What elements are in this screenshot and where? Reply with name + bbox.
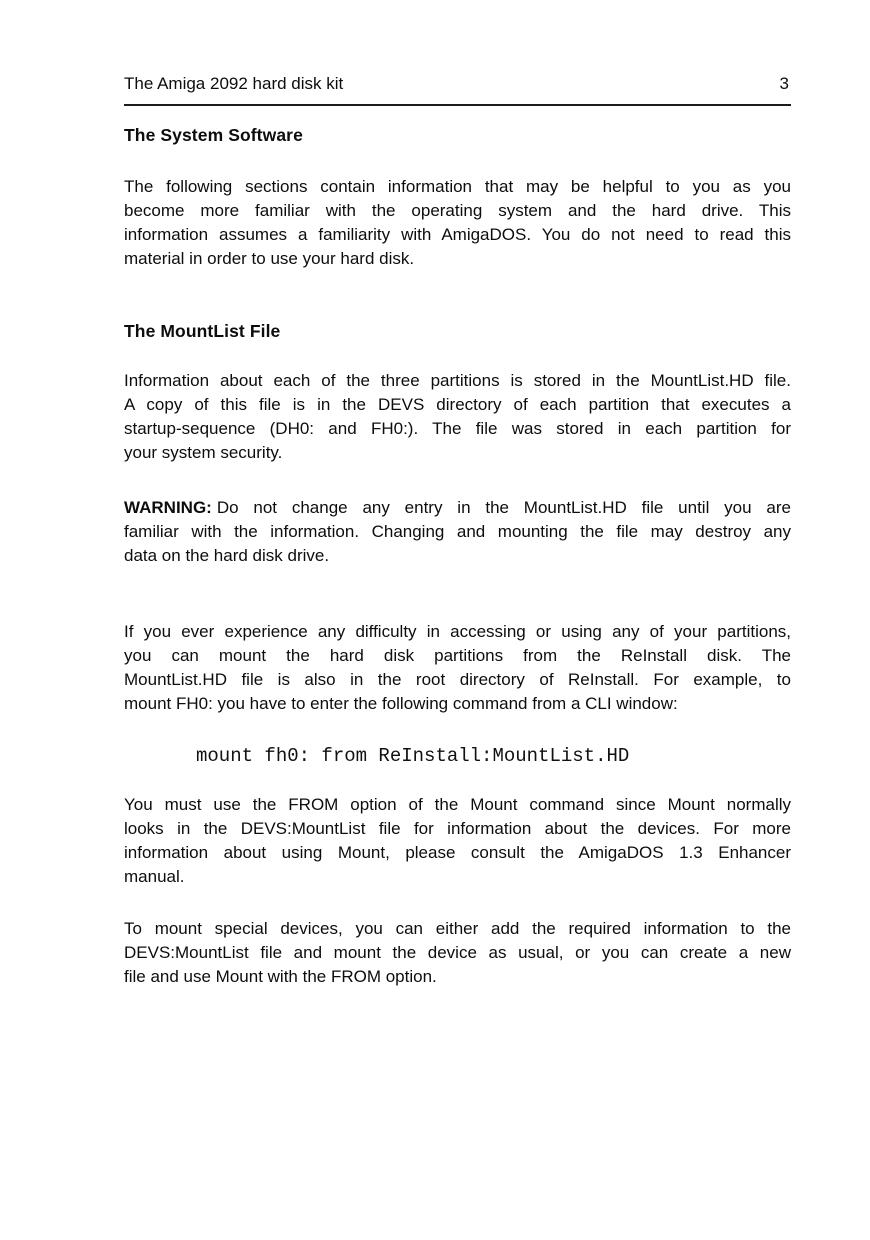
text-line: information about using Mount, please consult the AmigaDOS 1.3 Enhancer <box>124 843 791 862</box>
running-header <box>124 74 791 94</box>
section-heading-system-software: The System Software <box>124 125 303 145</box>
text-line: manual. <box>124 867 185 886</box>
text-line: DEVS:MountList file and mount the device as usual, or you can create a new <box>124 943 791 962</box>
text-line: you can mount the hard disk partitions from the ReInstall disk. The <box>124 646 791 665</box>
text-line <box>124 496 791 520</box>
text-line: data on the hard disk drive. <box>124 546 330 565</box>
page-content <box>124 74 791 989</box>
text-line: You must use the FROM option of the Mount command since Mount normally <box>124 795 791 814</box>
text-line: Information about each of the three partitions is stored in the MountList.HD file. <box>124 371 791 390</box>
text-line: The following sections contain information that may be helpful to you as you <box>124 177 791 196</box>
paragraph-reinstall <box>124 620 791 716</box>
text-line: looks in the DEVS:MountList file for information about the devices. For more <box>124 819 791 838</box>
text-line: startup-sequence (DH0: and FH0:). The file was stored in each partition for <box>124 419 791 438</box>
text-line: To mount special devices, you can either add the required information to the <box>124 919 791 938</box>
paragraph-system-software <box>124 175 791 271</box>
paragraph-special-devices <box>124 917 791 989</box>
text-line: familiar with the information. Changing and mounting the file may destroy any <box>124 522 791 541</box>
text-line: your system security. <box>124 443 283 462</box>
paragraph-from-option <box>124 793 791 889</box>
text-line: A copy of this file is in the DEVS directory of each partition that executes a <box>124 395 791 414</box>
warning-label: WARNING: <box>124 498 212 517</box>
cli-command-example: mount fh0: from ReInstall:MountList.HD <box>196 745 630 767</box>
running-header-title: The Amiga 2092 hard disk kit <box>124 74 344 93</box>
paragraph-mountlist-intro <box>124 369 791 465</box>
header-rule <box>124 104 791 106</box>
warning-paragraph <box>124 496 791 568</box>
text-line: If you ever experience any difficulty in accessing or using any of your partitions, <box>124 622 791 641</box>
section-heading-mountlist-file: The MountList File <box>124 321 281 341</box>
page-number: 3 <box>779 74 789 93</box>
text-line: file and use Mount with the FROM option. <box>124 967 437 986</box>
text-line: mount FH0: you have to enter the following command from a CLI window: <box>124 694 678 713</box>
text-line: MountList.HD file is also in the root directory of ReInstall. For example, to <box>124 670 791 689</box>
warning-text-line1: Do not change any entry in the MountList.HD file until you are <box>216 498 791 517</box>
text-line: material in order to use your hard disk. <box>124 249 415 268</box>
text-line: become more familiar with the operating system and the hard drive. This <box>124 201 791 220</box>
text-line: information assumes a familiarity with AmigaDOS. You do not need to read this <box>124 225 791 244</box>
